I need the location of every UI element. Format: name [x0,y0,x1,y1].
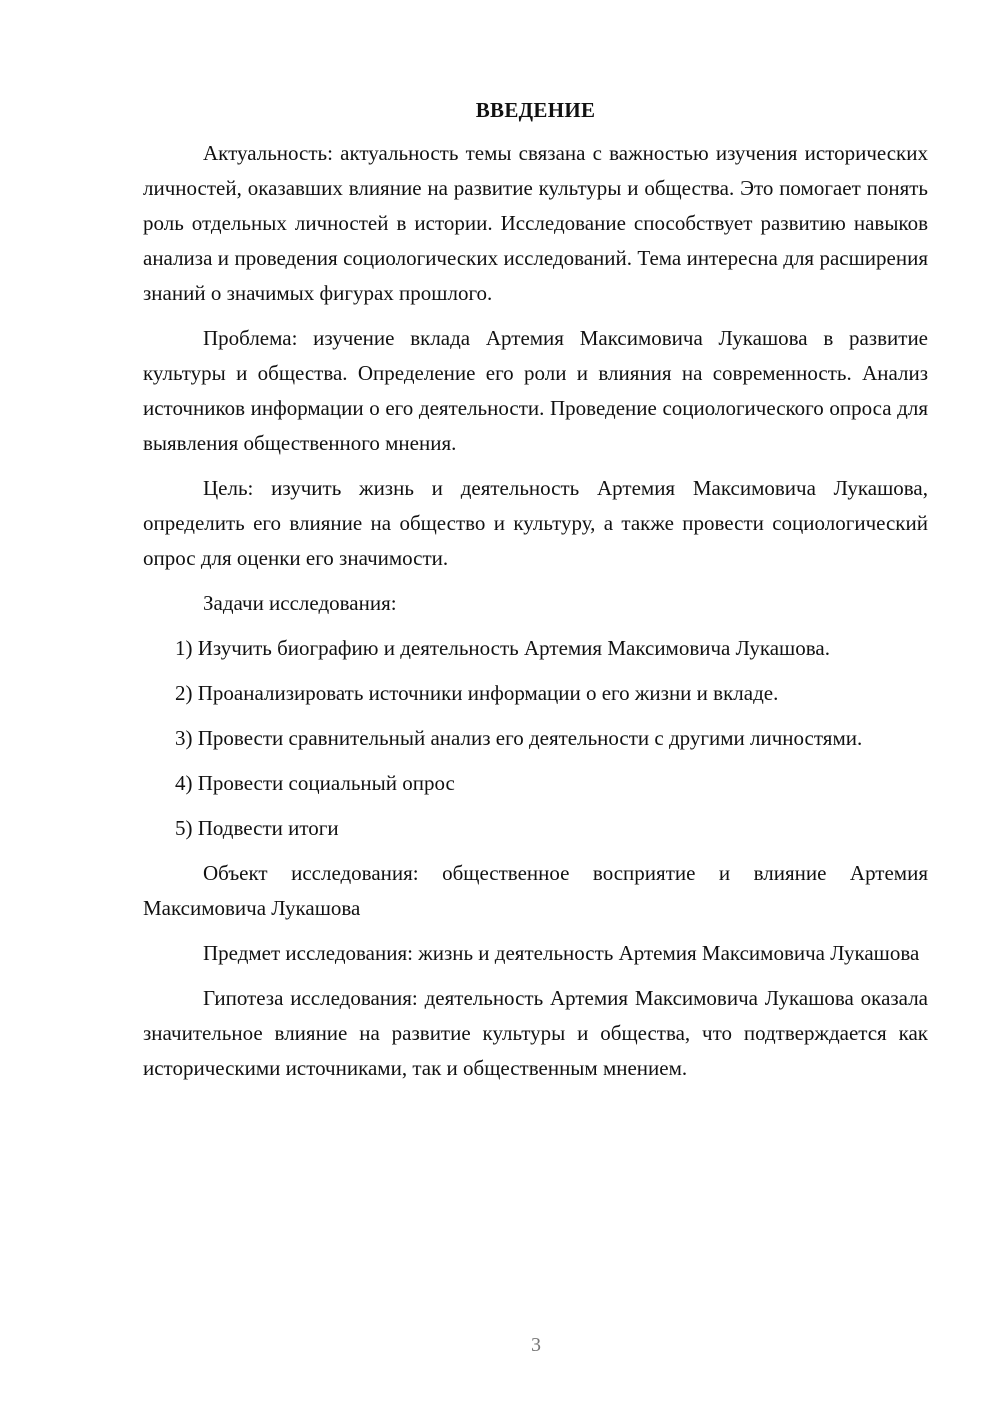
paragraph-subject: Предмет исследования: жизнь и деятельность Артемия Максимовича Лукашова [203,941,920,965]
paragraph-problem: Проблема: изучение вклада Артемия Максимовича Лукашова в развитие культуры и общества. Определение его роли и влияния на современность. Анализ источников информации о его деятельности. Проведение социологического опроса для выявления общественного мнения. [143,326,928,455]
paragraph-hypothesis: Гипотеза исследования: деятельность Артемия Максимовича Лукашова оказала значительное влияние на развитие культуры и общества, что подтверждается как историческими источниками, так и общественным мнением. [143,986,928,1080]
paragraph-goal: Цель: изучить жизнь и деятельность Артемия Максимовича Лукашова, определить его влияние на общество и культуру, а также провести социологический опрос для оценки его значимости. [143,476,928,570]
task-item-1: 1) Изучить биографию и деятельность Артемия Максимовича Лукашова. [175,636,830,660]
document-page [143,96,928,1096]
task-item-3: 3) Провести сравнительный анализ его деятельности с другими личностями. [175,726,863,750]
task-item-5: 5) Подвести итоги [175,816,339,840]
page-number: 3 [531,1334,541,1356]
document-title: ВВЕДЕНИЕ [475,98,596,122]
paragraph-object: Объект исследования: общественное восприятие и влияние Артемия Максимовича Лукашова [143,861,928,920]
task-item-4: 4) Провести социальный опрос [175,771,455,795]
paragraph-tasks-heading: Задачи исследования: [203,591,397,615]
task-item-2: 2) Проанализировать источники информации о его жизни и вкладе. [175,681,779,705]
paragraph-relevance: Актуальность: актуальность темы связана с важностью изучения исторических личностей, оказавших влияние на развитие культуры и общества. Это помогает понять роль отдельных личностей в истории. Исследование способствует развитию навыков анализа и проведения социологических исследований. Тема интересна для расширения знаний о значимых фигурах прошлого. [143,141,928,305]
